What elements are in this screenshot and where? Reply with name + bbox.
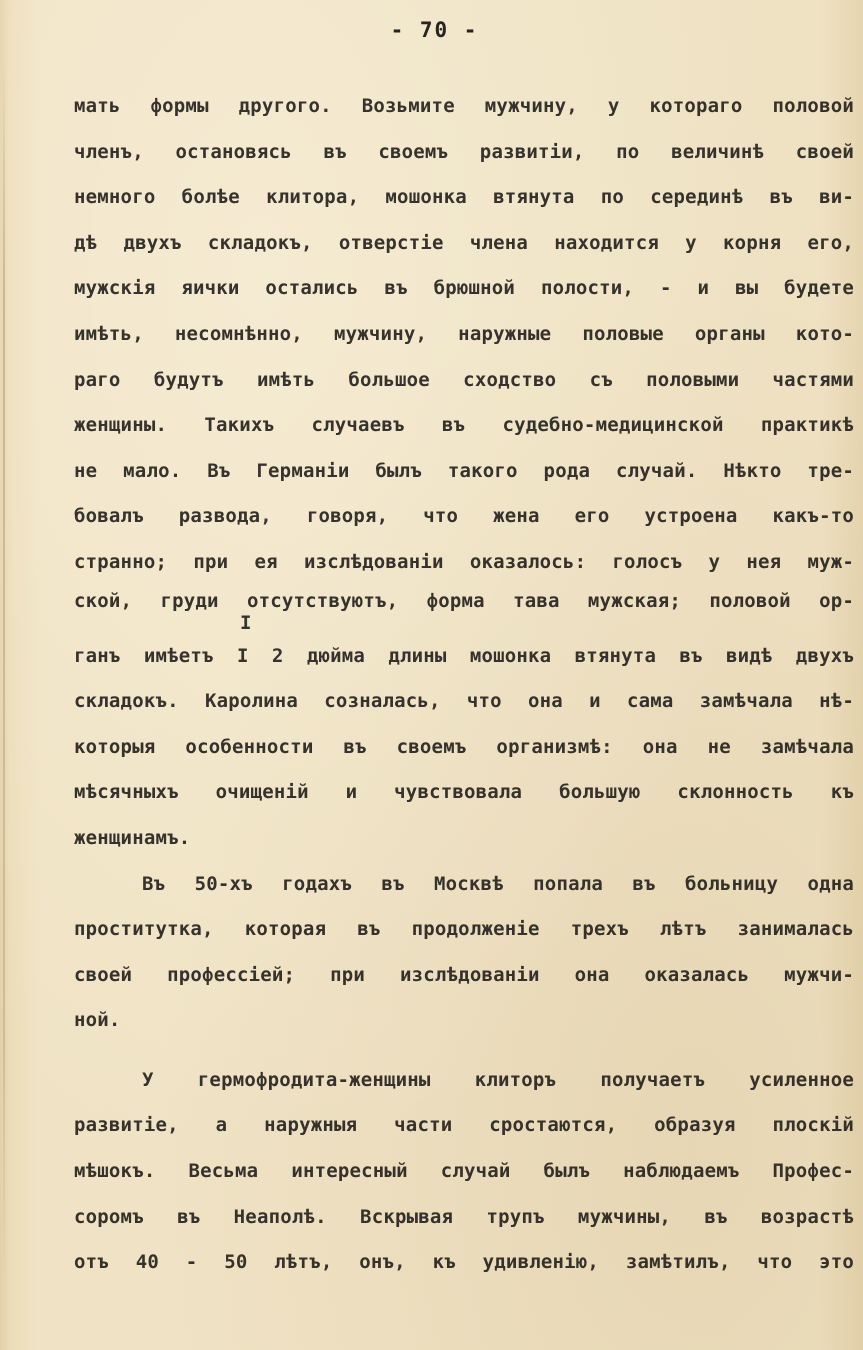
text-line: членъ, остановясь въ своемъ развитіи, по величинѣ своей	[74, 140, 854, 163]
paragraph-end-line: женщинамъ.	[74, 826, 191, 849]
text-line: соромъ въ Неаполѣ. Вскрывая трупъ мужчины, въ возрастѣ	[74, 1205, 854, 1228]
text-line: мѣшокъ. Весьма интересный случай былъ наблюдаемъ Профес-	[74, 1160, 854, 1183]
text-line: развитіе, а наружныя части сростаются, образуя плоскій	[74, 1114, 854, 1137]
paragraph-gap	[74, 1044, 854, 1058]
text-line: мужскія яички остались въ брюшной полости, - и вы будете	[74, 277, 854, 300]
text-line: мѣсячныхъ очищеній и чувствовала большую склонность къ	[74, 781, 854, 804]
text-line: раго будутъ имѣть большое сходство съ половыми частями	[74, 368, 854, 391]
page-number: - 70 -	[390, 18, 479, 42]
text-line: складокъ. Каролина созналась, что она и сама замѣчала нѣ-	[74, 690, 854, 713]
body-text	[74, 84, 854, 1286]
text-line: ской, груди отсутствуютъ, форма тава мужская; половой ор-	[74, 589, 854, 612]
text-line: своей профессіей; при изслѣдованіи она оказалась мужчи-	[74, 963, 854, 986]
paragraph-start-line: Въ 50-хъ годахъ въ Москвѣ попала въ больницу одна	[142, 872, 854, 895]
text-line: ганъ имѣетъ I 2 дюйма длины мошонка втянута въ видѣ двухъ	[74, 644, 854, 667]
text-line: странно; при ея изслѣдованіи оказалось: голосъ у нея муж-	[74, 550, 854, 573]
text-line: которыя особенности въ своемъ организмѣ: она не замѣчала	[74, 735, 854, 758]
text-line: бовалъ развода, говоря, что жена его устроена какъ-то	[74, 505, 854, 528]
fraction-numerator: I	[240, 611, 252, 634]
text-line: проститутка, которая въ продолженіе трехъ лѣтъ занималась	[74, 918, 854, 941]
text-line: женщины. Такихъ случаевъ въ судебно-медицинской практикѣ	[74, 414, 854, 437]
text-line: дѣ двухъ складокъ, отверстіе члена находится у корня его,	[74, 231, 854, 254]
text-line: имѣть, несомнѣнно, мужчину, наружные половые органы кото-	[74, 322, 854, 345]
paragraph-end-line: ной.	[74, 1009, 121, 1032]
text-line: отъ 40 - 50 лѣтъ, онъ, къ удивленію, замѣтилъ, что это	[74, 1251, 854, 1274]
text-line: не мало. Въ Германіи былъ такого рода случай. Нѣкто тре-	[74, 459, 854, 482]
paragraph-start-line: У гермофродита-женщины клиторъ получаетъ усиленное	[142, 1068, 854, 1091]
text-line: немного болѣе клитора, мошонка втянута по серединѣ въ ви-	[74, 186, 854, 209]
page-edge-shadow	[3, 60, 5, 1280]
text-line: мать формы другого. Возьмите мужчину, у котораго половой	[74, 95, 854, 117]
